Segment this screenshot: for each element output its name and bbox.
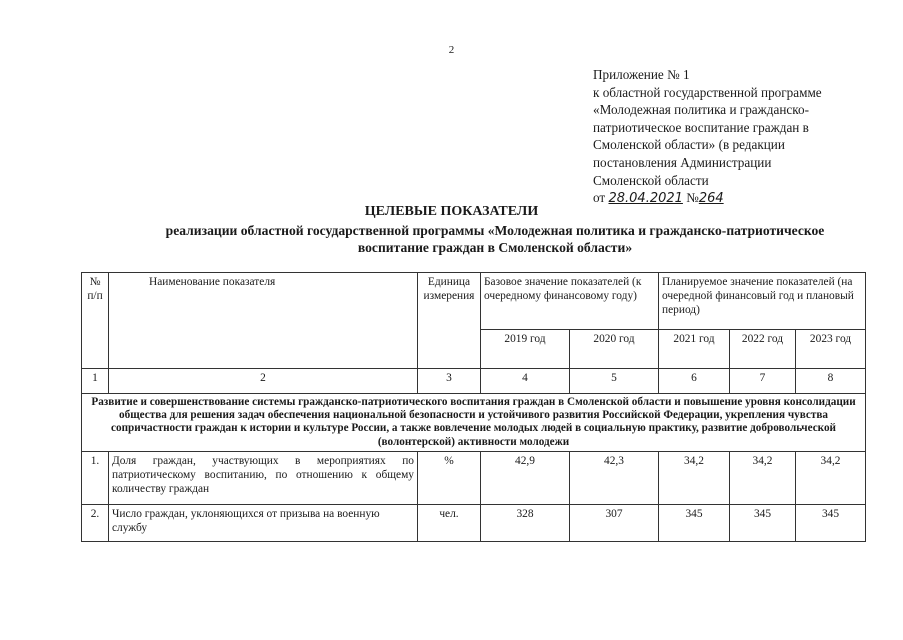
row-unit: % bbox=[418, 451, 481, 504]
appendix-line: «Молодежная политика и гражданско- bbox=[593, 102, 809, 118]
column-number: 4 bbox=[481, 369, 570, 394]
section-title: Развитие и совершенствование системы гражданско-патриотического воспитания граждан в Смоленской области и повышение уровня консолидации общества для решения задач обеспечения национальной безопасности и устойчивого развития Российской Федерации, укрепления чувства сопричастности граждан к истории и культуре России, а также вовлечение молодых людей в социальную практику, развитие добровольческой (волонтерской) активности молодежи bbox=[82, 394, 866, 452]
row-value: 42,3 bbox=[570, 451, 659, 504]
appendix-line: Смоленской области» (в редакции bbox=[593, 137, 785, 153]
header-year: 2022 год bbox=[730, 330, 796, 369]
row-value: 345 bbox=[796, 504, 866, 541]
row-value: 345 bbox=[659, 504, 730, 541]
appendix-line: постановления Администрации bbox=[593, 154, 772, 170]
document-subtitle: реализации областной государственной программы «Молодежная политика и гражданско-патриотическое воспитание граждан в Смоленской области» bbox=[165, 223, 825, 255]
row-value: 345 bbox=[730, 504, 796, 541]
column-number: 6 bbox=[659, 369, 730, 394]
header-base: Базовое значение показателей (к очередному финансовому году) bbox=[481, 273, 659, 330]
row-unit: чел. bbox=[418, 504, 481, 541]
appendix-line: патриотическое воспитание граждан в bbox=[593, 119, 809, 135]
page-number: 2 bbox=[448, 44, 455, 56]
table-row bbox=[82, 504, 866, 541]
header-planned: Планируемое значение показателей (на очередной финансовый год и плановый период) bbox=[659, 273, 866, 330]
row-value: 307 bbox=[570, 504, 659, 541]
header-year: 2019 год bbox=[481, 330, 570, 369]
row-value: 34,2 bbox=[730, 451, 796, 504]
header-name: Наименование показателя bbox=[109, 273, 418, 369]
appendix-line: Смоленской области bbox=[593, 172, 709, 188]
number-label: № bbox=[686, 190, 699, 206]
appendix-line: Приложение № 1 bbox=[593, 67, 690, 82]
row-name: Число граждан, уклоняющихся от призыва на военную службу bbox=[109, 504, 418, 541]
column-number: 5 bbox=[570, 369, 659, 394]
header-year: 2023 год bbox=[796, 330, 866, 369]
header-year: 2020 год bbox=[570, 330, 659, 369]
handwritten-date: 28.04.2021 bbox=[608, 191, 683, 207]
header-year: 2021 год bbox=[659, 330, 730, 369]
header-row bbox=[82, 273, 866, 330]
row-value: 34,2 bbox=[659, 451, 730, 504]
handwritten-number: 264 bbox=[698, 191, 724, 207]
row-value: 328 bbox=[481, 504, 570, 541]
row-value: 34,2 bbox=[796, 451, 866, 504]
row-num: 2. bbox=[82, 504, 109, 541]
row-name: Доля граждан, участвующих в мероприятиях по патриотическому воспитанию, по отношению к общему количеству граждан bbox=[109, 451, 418, 504]
header-unit: Единица измерения bbox=[418, 273, 481, 369]
table-row bbox=[82, 451, 866, 504]
column-number: 2 bbox=[109, 369, 418, 394]
section-row bbox=[82, 394, 866, 452]
column-number: 8 bbox=[796, 369, 866, 394]
from-label: от bbox=[593, 190, 606, 206]
document-title: ЦЕЛЕВЫЕ ПОКАЗАТЕЛИ bbox=[364, 204, 539, 219]
row-num: 1. bbox=[82, 451, 109, 504]
header-num: № п/п bbox=[82, 273, 109, 369]
appendix-block bbox=[593, 66, 893, 208]
column-number: 1 bbox=[82, 369, 109, 394]
indicators-table bbox=[81, 272, 866, 542]
column-number: 3 bbox=[418, 369, 481, 394]
row-value: 42,9 bbox=[481, 451, 570, 504]
column-number: 7 bbox=[730, 369, 796, 394]
column-numbers-row bbox=[82, 369, 866, 394]
appendix-line: к областной государственной программе bbox=[593, 84, 822, 100]
